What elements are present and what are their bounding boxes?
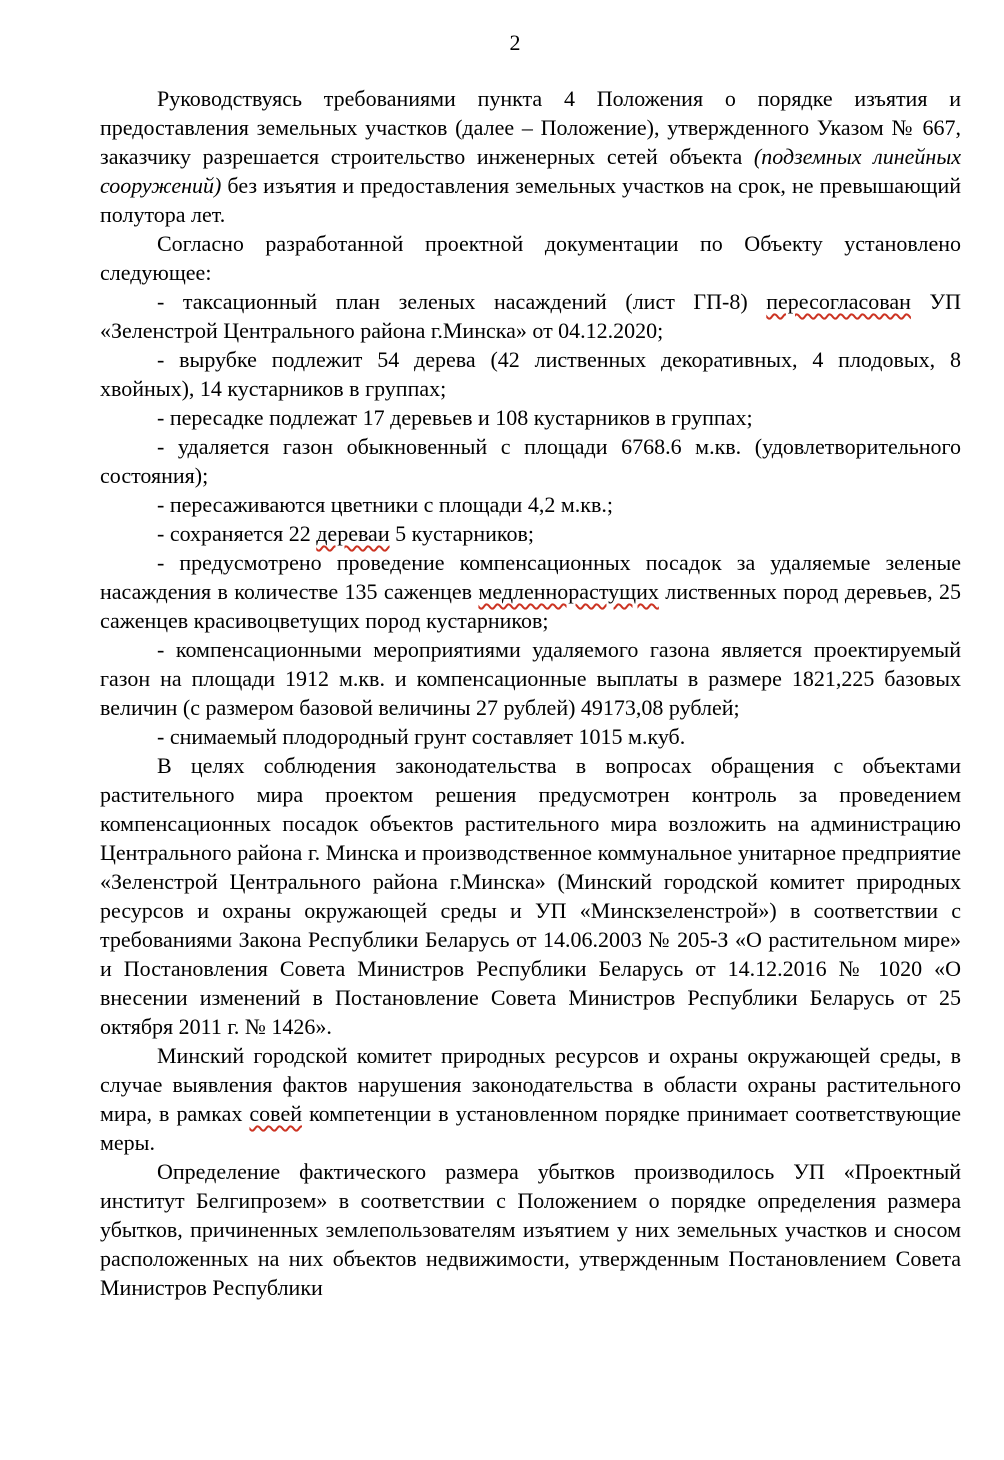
text-run: - предусмотрено проведение компенсационных посадок за удаляемые зеленые насаждения в количестве 135 саженцев [100, 550, 961, 604]
paragraph [100, 519, 961, 548]
misspelled-word: совей [249, 1101, 302, 1126]
text-run: - пересаживаются цветники с площади 4,2 м.кв.; [157, 492, 613, 517]
text-run: - сохраняется 22 [157, 521, 317, 546]
text-run: Руководствуясь требованиями пункта 4 Положения о порядке изъятия и предоставления земельных участков (далее – Положение), утвержденного Указом № 667, заказчику разрешается строительство инженерных сетей объекта [100, 86, 961, 169]
misspelled-word: медленнорастущих [478, 579, 659, 604]
paragraph [100, 84, 961, 229]
paragraph [100, 1041, 961, 1157]
text-run: Минский городской комитет природных ресурсов и охраны окружающей среды, в случае выявления фактов нарушения законодательства в области охраны растительного мира, в рамках [100, 1043, 961, 1126]
italic-text: (подземных линейных сооружений) [100, 144, 961, 198]
text-run: лиственных пород деревьев, 25 саженцев красивоцветущих пород кустарников; [100, 579, 961, 633]
paragraph [100, 722, 961, 751]
paragraph [100, 751, 961, 1041]
paragraph [100, 1157, 961, 1302]
paragraph [100, 548, 961, 635]
paragraph [100, 229, 961, 287]
text-run: 5 кустарников; [389, 521, 535, 546]
text-run: В целях соблюдения законодательства в вопросах обращения с объектами растительного мира проектом решения предусмотрен контроль за проведением компенсационных посадок объектов растительного мира возложить на администрацию Центрального района г. Минска и производственное коммунальное унитарное предприятие «Зеленстрой Центрального района г.Минска» (Минский городской комитет природных ресурсов и охраны окружающей среды и УП «Минскзеленстрой») в соответствии с требованиями Закона Республики Беларусь от 14.06.2003 № 205-З «О растительном мире» и Постановления Совета Министров Республики Беларусь от 14.12.2016 № 1020 «О внесении изменений в Постановление Совета Министров Республики Беларусь от 25 октября 2011 г. № 1426». [100, 753, 961, 1039]
text-run: без изъятия и предоставления земельных участков на срок, не превышающий полутора лет. [100, 173, 961, 227]
text-run: - таксационный план зеленых насаждений (лист ГП-8) [157, 289, 767, 314]
text-run: УП «Зеленстрой Центрального района г.Минска» от 04.12.2020; [100, 289, 961, 343]
text-run: - пересадке подлежат 17 деревьев и 108 кустарников в группах; [157, 405, 753, 430]
page-number: 2 [509, 30, 521, 55]
text-run: - компенсационными мероприятиями удаляемого газона является проектируемый газон на площади 1912 м.кв. и компенсационные выплаты в размере 1821,225 базовых величин (с размером базовой величины 27 рублей) 49173,08 рублей; [100, 637, 961, 720]
misspelled-word: пересогласован [766, 289, 911, 314]
text-run: - вырубке подлежит 54 дерева (42 лиственных декоративных, 4 плодовых, 8 хвойных), 14 кустарников в группах; [100, 347, 961, 401]
text-run: компетенции в установленном порядке принимает соответствующие меры. [100, 1101, 961, 1155]
document-body [100, 84, 961, 1302]
paragraph [100, 287, 961, 345]
paragraph [100, 490, 961, 519]
text-run: - снимаемый плодородный грунт составляет 1015 м.куб. [157, 724, 686, 749]
text-run: Согласно разработанной проектной документации по Объекту установлено следующее: [100, 231, 961, 285]
misspelled-word: дереваи [316, 521, 390, 546]
paragraph [100, 403, 961, 432]
text-run: - удаляется газон обыкновенный с площади 6768.6 м.кв. (удовлетворительного состояния); [100, 434, 961, 488]
paragraph [100, 432, 961, 490]
text-run: Определение фактического размера убытков производилось УП «Проектный институт Белгипрозем» в соответствии с Положением о порядке определения размера убытков, причиненных землепользователям изъятием у них земельных участков и сносом расположенных на них объектов недвижимости, утвержденным Постановлением Совета Министров Республики [100, 1159, 961, 1300]
paragraph [100, 345, 961, 403]
paragraph [100, 635, 961, 722]
